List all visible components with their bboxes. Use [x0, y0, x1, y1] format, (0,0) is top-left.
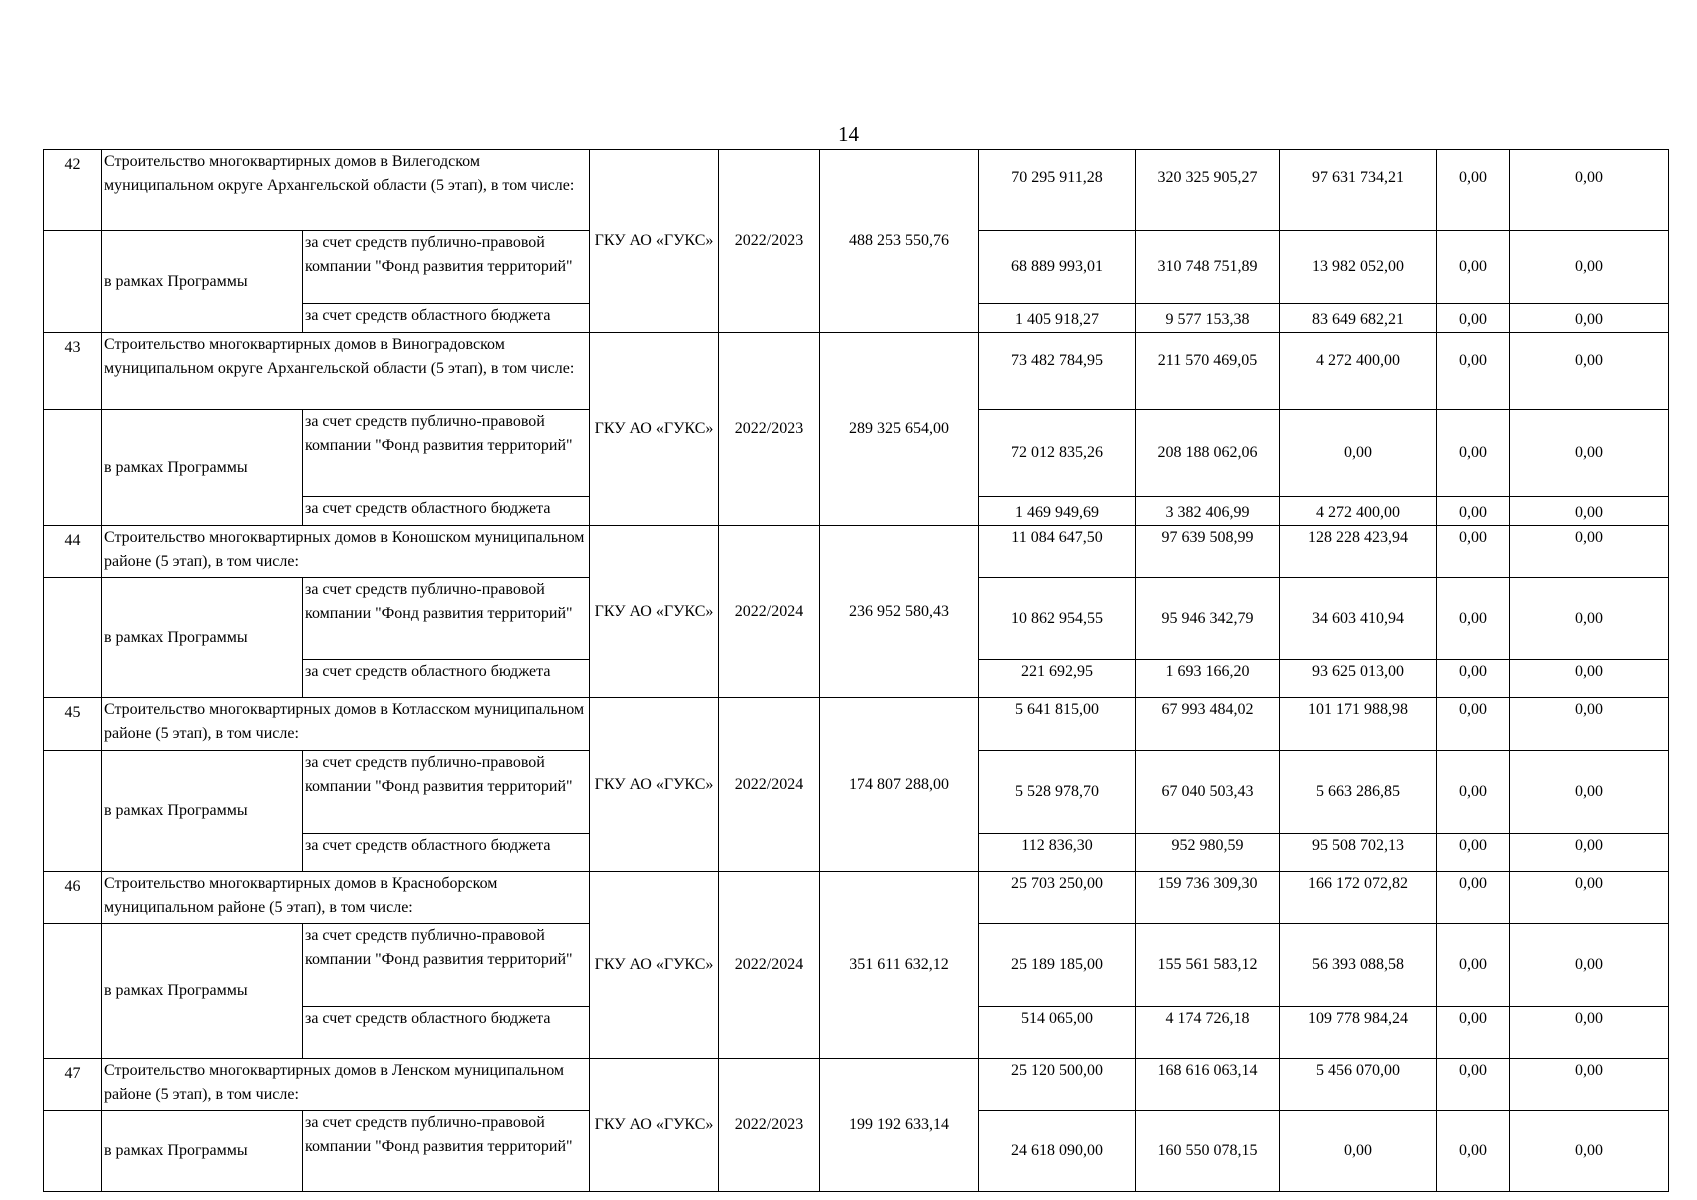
years: 2022/2024	[719, 698, 820, 872]
amount-cell: 0,00	[1437, 497, 1510, 526]
amount-cell: 0,00	[1510, 1007, 1669, 1059]
amount-cell: 320 325 905,27	[1136, 150, 1280, 231]
empty-cell	[44, 231, 102, 333]
table-row	[44, 333, 1669, 410]
total-cost: 174 807 288,00	[820, 698, 979, 872]
row-number: 47	[44, 1059, 102, 1111]
years: 2022/2023	[719, 1059, 820, 1192]
empty-cell	[44, 924, 102, 1059]
funding-source: за счет средств областного бюджета	[303, 1007, 590, 1059]
years: 2022/2024	[719, 526, 820, 698]
amount-cell: 25 120 500,00	[979, 1059, 1136, 1111]
executor: ГКУ АО «ГУКС»	[590, 526, 719, 698]
amount-cell: 24 618 090,00	[979, 1111, 1136, 1192]
object-name: Строительство многоквартирных домов в Вилегодском муниципальном округе Архангельской области (5 этап), в том числе:	[102, 150, 590, 231]
amount-cell: 952 980,59	[1136, 834, 1280, 872]
amount-cell: 0,00	[1510, 1059, 1669, 1111]
amount-cell: 0,00	[1510, 751, 1669, 834]
amount-cell: 5 663 286,85	[1280, 751, 1437, 834]
amount-cell: 70 295 911,28	[979, 150, 1136, 231]
program-label: в рамках Программы	[102, 924, 303, 1059]
executor: ГКУ АО «ГУКС»	[590, 698, 719, 872]
amount-cell: 0,00	[1437, 660, 1510, 698]
funding-source: за счет средств публично-правовой компании "Фонд развития территорий"	[303, 410, 590, 497]
amount-cell: 0,00	[1510, 578, 1669, 660]
amount-cell: 0,00	[1437, 1059, 1510, 1111]
amount-cell: 0,00	[1510, 834, 1669, 872]
funding-source: за счет средств областного бюджета	[303, 660, 590, 698]
amount-cell: 101 171 988,98	[1280, 698, 1437, 751]
amount-cell: 0,00	[1437, 1007, 1510, 1059]
amount-cell: 56 393 088,58	[1280, 924, 1437, 1007]
amount-cell: 0,00	[1510, 304, 1669, 333]
table-row	[44, 872, 1669, 924]
amount-cell: 10 862 954,55	[979, 578, 1136, 660]
amount-cell: 155 561 583,12	[1136, 924, 1280, 1007]
amount-cell: 5 456 070,00	[1280, 1059, 1437, 1111]
budget-table	[43, 149, 1669, 1192]
amount-cell: 0,00	[1510, 660, 1669, 698]
amount-cell: 0,00	[1510, 1111, 1669, 1192]
amount-cell: 0,00	[1437, 698, 1510, 751]
total-cost: 289 325 654,00	[820, 333, 979, 526]
amount-cell: 0,00	[1510, 333, 1669, 410]
funding-source: за счет средств публично-правовой компании "Фонд развития территорий"	[303, 578, 590, 660]
amount-cell: 0,00	[1437, 231, 1510, 304]
amount-cell: 0,00	[1437, 834, 1510, 872]
object-name: Строительство многоквартирных домов в Ленском муниципальном районе (5 этап), в том числе:	[102, 1059, 590, 1111]
amount-cell: 109 778 984,24	[1280, 1007, 1437, 1059]
amount-cell: 0,00	[1437, 304, 1510, 333]
amount-cell: 5 641 815,00	[979, 698, 1136, 751]
amount-cell: 67 040 503,43	[1136, 751, 1280, 834]
amount-cell: 25 189 185,00	[979, 924, 1136, 1007]
total-cost: 351 611 632,12	[820, 872, 979, 1059]
amount-cell: 0,00	[1510, 698, 1669, 751]
empty-cell	[44, 578, 102, 698]
amount-cell: 0,00	[1437, 150, 1510, 231]
amount-cell: 97 631 734,21	[1280, 150, 1437, 231]
executor: ГКУ АО «ГУКС»	[590, 1059, 719, 1192]
amount-cell: 0,00	[1510, 872, 1669, 924]
amount-cell: 5 528 978,70	[979, 751, 1136, 834]
amount-cell: 0,00	[1437, 1111, 1510, 1192]
amount-cell: 72 012 835,26	[979, 410, 1136, 497]
amount-cell: 0,00	[1437, 333, 1510, 410]
program-label: в рамках Программы	[102, 231, 303, 333]
executor: ГКУ АО «ГУКС»	[590, 333, 719, 526]
funding-source: за счет средств областного бюджета	[303, 304, 590, 333]
amount-cell: 95 946 342,79	[1136, 578, 1280, 660]
total-cost: 236 952 580,43	[820, 526, 979, 698]
amount-cell: 34 603 410,94	[1280, 578, 1437, 660]
object-name: Строительство многоквартирных домов в Котласском муниципальном районе (5 этап), в том числе:	[102, 698, 590, 751]
amount-cell: 514 065,00	[979, 1007, 1136, 1059]
object-name: Строительство многоквартирных домов в Красноборском муниципальном районе (5 этап), в том числе:	[102, 872, 590, 924]
amount-cell: 128 228 423,94	[1280, 526, 1437, 578]
funding-source: за счет средств публично-правовой компании "Фонд развития территорий"	[303, 924, 590, 1007]
amount-cell: 1 469 949,69	[979, 497, 1136, 526]
amount-cell: 0,00	[1510, 410, 1669, 497]
years: 2022/2023	[719, 333, 820, 526]
amount-cell: 166 172 072,82	[1280, 872, 1437, 924]
row-number: 42	[44, 150, 102, 231]
amount-cell: 221 692,95	[979, 660, 1136, 698]
amount-cell: 0,00	[1437, 578, 1510, 660]
amount-cell: 0,00	[1437, 410, 1510, 497]
object-name: Строительство многоквартирных домов в Виноградовском муниципальном округе Архангельской области (5 этап), в том числе:	[102, 333, 590, 410]
amount-cell: 0,00	[1437, 872, 1510, 924]
total-cost: 199 192 633,14	[820, 1059, 979, 1192]
funding-source: за счет средств публично-правовой компании "Фонд развития территорий"	[303, 1111, 590, 1192]
program-label: в рамках Программы	[102, 751, 303, 872]
amount-cell: 0,00	[1510, 526, 1669, 578]
executor: ГКУ АО «ГУКС»	[590, 872, 719, 1059]
table-row	[44, 526, 1669, 578]
amount-cell: 0,00	[1510, 497, 1669, 526]
amount-cell: 4 272 400,00	[1280, 497, 1437, 526]
amount-cell: 159 736 309,30	[1136, 872, 1280, 924]
amount-cell: 97 639 508,99	[1136, 526, 1280, 578]
funding-source: за счет средств областного бюджета	[303, 834, 590, 872]
amount-cell: 93 625 013,00	[1280, 660, 1437, 698]
funding-source: за счет средств публично-правовой компании "Фонд развития территорий"	[303, 751, 590, 834]
funding-source: за счет средств областного бюджета	[303, 497, 590, 526]
empty-cell	[44, 410, 102, 526]
table-row	[44, 698, 1669, 751]
empty-cell	[44, 1111, 102, 1192]
amount-cell: 73 482 784,95	[979, 333, 1136, 410]
amount-cell: 112 836,30	[979, 834, 1136, 872]
program-label: в рамках Программы	[102, 410, 303, 526]
program-label: в рамках Программы	[102, 1111, 303, 1192]
funding-source: за счет средств публично-правовой компании "Фонд развития территорий"	[303, 231, 590, 304]
amount-cell: 4 272 400,00	[1280, 333, 1437, 410]
amount-cell: 211 570 469,05	[1136, 333, 1280, 410]
amount-cell: 310 748 751,89	[1136, 231, 1280, 304]
amount-cell: 208 188 062,06	[1136, 410, 1280, 497]
amount-cell: 0,00	[1437, 924, 1510, 1007]
amount-cell: 0,00	[1437, 526, 1510, 578]
row-number: 45	[44, 698, 102, 751]
amount-cell: 1 405 918,27	[979, 304, 1136, 333]
row-number: 43	[44, 333, 102, 410]
amount-cell: 13 982 052,00	[1280, 231, 1437, 304]
total-cost: 488 253 550,76	[820, 150, 979, 333]
amount-cell: 0,00	[1280, 410, 1437, 497]
years: 2022/2024	[719, 872, 820, 1059]
amount-cell: 68 889 993,01	[979, 231, 1136, 304]
amount-cell: 11 084 647,50	[979, 526, 1136, 578]
amount-cell: 3 382 406,99	[1136, 497, 1280, 526]
amount-cell: 168 616 063,14	[1136, 1059, 1280, 1111]
program-label: в рамках Программы	[102, 578, 303, 698]
amount-cell: 95 508 702,13	[1280, 834, 1437, 872]
amount-cell: 0,00	[1280, 1111, 1437, 1192]
amount-cell: 0,00	[1437, 751, 1510, 834]
empty-cell	[44, 751, 102, 872]
amount-cell: 160 550 078,15	[1136, 1111, 1280, 1192]
object-name: Строительство многоквартирных домов в Коношском муниципальном районе (5 этап), в том числе:	[102, 526, 590, 578]
amount-cell: 83 649 682,21	[1280, 304, 1437, 333]
amount-cell: 67 993 484,02	[1136, 698, 1280, 751]
table-row	[44, 150, 1669, 231]
years: 2022/2023	[719, 150, 820, 333]
amount-cell: 0,00	[1510, 231, 1669, 304]
executor: ГКУ АО «ГУКС»	[590, 150, 719, 333]
amount-cell: 25 703 250,00	[979, 872, 1136, 924]
amount-cell: 4 174 726,18	[1136, 1007, 1280, 1059]
amount-cell: 0,00	[1510, 924, 1669, 1007]
amount-cell: 1 693 166,20	[1136, 660, 1280, 698]
page-number: 14	[838, 122, 859, 146]
amount-cell: 9 577 153,38	[1136, 304, 1280, 333]
row-number: 44	[44, 526, 102, 578]
table-row	[44, 1059, 1669, 1111]
amount-cell: 0,00	[1510, 150, 1669, 231]
row-number: 46	[44, 872, 102, 924]
